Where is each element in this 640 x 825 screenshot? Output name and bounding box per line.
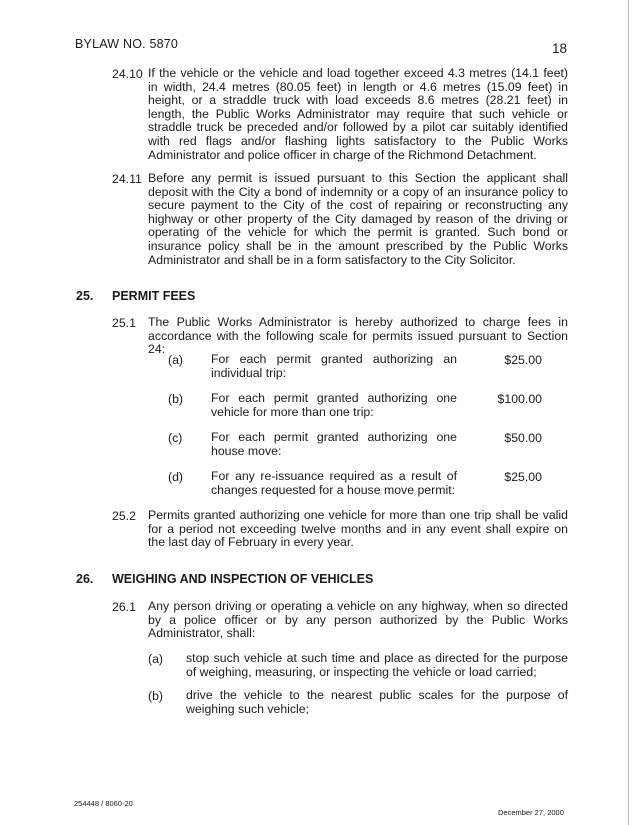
clause-number-26-1: 26.1 (112, 600, 136, 614)
clause-number-24-10: 24.10 (112, 67, 143, 81)
clause-text-24-11: Before any permit is issued pursuant to this Section the applicant shall deposit with the City a bond of indemnity or a copy of an insurance policy to secure payment to the City of the cost of repairing or reconstructing any highway or other property of the City damaged by reason of the driving or operating of the vehicle for which the permit is granted. Such bond or insurance policy shall be in the amount prescribed by the Public Works Administrator and shall be in a form satisfactory to the City Solicitor. (148, 171, 568, 267)
fee-description: For any re-issuance required as a result of changes requested for a house move permit: (211, 469, 457, 497)
subitem-label: (b) (148, 689, 164, 703)
clause-number-25-1: 25.1 (112, 316, 136, 330)
clause-number-25-2: 25.2 (112, 509, 136, 523)
clause-text-25-2: Permits granted authorizing one vehicle for more than one trip shall be valid for a period not exceeding twelve months and in any event shall expire on the last day of February in every year. (148, 508, 568, 550)
page-number: 18 (552, 41, 568, 56)
bylaw-header: BYLAW NO. 5870 (75, 37, 179, 51)
clause-text-24-10: If the vehicle or the vehicle and load together exceed 4.3 metres (14.1 feet) in width, 24.4 metres (80.05 feet) in length or 4.6 metres (15.09 feet) in height, or a straddle truck with load exceeds 8.6 metres (28.21 feet) in length, the Public Works Administrator may require that such vehicle or straddle truck be preceded and/or followed by a pilot car suitably identified with red flags and/or flashing lights satisfactory to the Public Works Administrator and police officer in charge of the Richmond Detachment. (148, 66, 568, 162)
fee-amount: $50.00 (504, 431, 542, 445)
clause-text-26-1: Any person driving or operating a vehicle on any highway, when so directed by a police officer or by any person authorized by the Public Works Administrator, shall: (148, 599, 568, 641)
fee-label: (b) (168, 392, 184, 406)
fee-description: For each permit granted authorizing one house move: (211, 430, 457, 458)
section-number-25: 25. (76, 289, 94, 303)
scan-edge-line (628, 0, 629, 825)
clause-text-25-1: The Public Works Administrator is hereby authorized to charge fees in accordance with the following scale for permits issued pursuant to Section 24: (148, 315, 568, 357)
fee-label: (d) (168, 470, 184, 484)
footer-date: December 27, 2000 (498, 808, 564, 817)
fee-label: (c) (168, 431, 183, 445)
fee-label: (a) (168, 353, 184, 367)
fee-description: For each permit granted authorizing one vehicle for more than one trip: (211, 391, 457, 419)
subitem-text: stop such vehicle at such time and place as directed for the purpose of weighing, measuring, or inspecting the vehicle or load carried; (186, 651, 568, 679)
subitem-label: (a) (148, 652, 164, 666)
clause-number-24-11: 24.11 (112, 172, 142, 186)
section-title-permit-fees: PERMIT FEES (112, 289, 196, 303)
fee-amount: $100.00 (497, 392, 542, 406)
subitem-text: drive the vehicle to the nearest public scales for the purpose of weighing such vehicle; (186, 688, 568, 716)
fee-amount: $25.00 (504, 470, 542, 484)
section-number-26: 26. (76, 572, 94, 586)
section-title-weighing: WEIGHING AND INSPECTION OF VEHICLES (112, 572, 374, 586)
fee-amount: $25.00 (504, 353, 542, 367)
footer-doc-id: 254448 / 8060-20 (74, 799, 133, 808)
fee-description: For each permit granted authorizing an individual trip: (211, 352, 457, 380)
